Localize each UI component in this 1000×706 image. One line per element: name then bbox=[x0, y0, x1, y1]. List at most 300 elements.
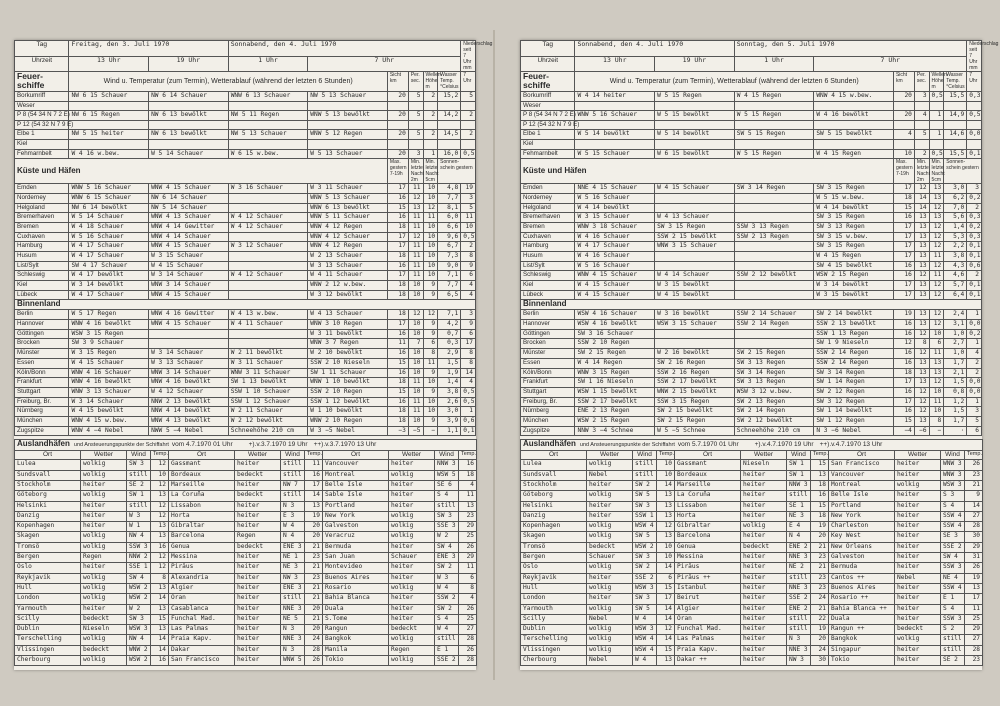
observation-cell: W 4 17 bewölkt bbox=[69, 271, 149, 281]
port-wind: SW 4 bbox=[435, 542, 459, 552]
binnen-row bbox=[15, 426, 476, 436]
port-temp: 19 bbox=[811, 522, 829, 532]
binnen-row bbox=[521, 416, 982, 426]
port-weather: wolkig bbox=[81, 583, 127, 593]
min-value: 12 bbox=[408, 310, 423, 320]
col-wetter-header: Wetter bbox=[741, 451, 787, 460]
port-name: Helsinki bbox=[15, 501, 81, 511]
port-name: Vancouver bbox=[323, 460, 389, 470]
min-value: 10 bbox=[408, 320, 423, 330]
ausland-row bbox=[15, 511, 477, 521]
observation-cell: NW 6 15 Schauer bbox=[69, 92, 149, 102]
observation-cell: W 5 −5 Schnee bbox=[655, 426, 735, 436]
min-value: 11 bbox=[408, 222, 423, 232]
observation-cell: W 4 14 Regen bbox=[575, 358, 655, 368]
port-wind: still bbox=[787, 491, 811, 501]
port-temp: 23 bbox=[965, 470, 983, 480]
ausland-row bbox=[15, 573, 477, 583]
observation-cell: W 4 16 Schauer bbox=[575, 232, 655, 242]
niederschlag-value: 2 bbox=[461, 111, 476, 121]
port-wind: SW 4 bbox=[941, 553, 965, 563]
observation-cell: W 4 13 w.bew. bbox=[228, 310, 308, 320]
observation-cell bbox=[228, 139, 308, 149]
min-value: 13 bbox=[914, 232, 929, 242]
sonne-value: 1,4 bbox=[944, 222, 967, 232]
observation-cell: SW 4 15 bewölkt bbox=[814, 261, 894, 271]
port-weather: heiter bbox=[741, 625, 787, 635]
observation-cell: WNW 4 13 Schauer bbox=[149, 213, 229, 223]
port-weather: wolkig bbox=[587, 460, 633, 470]
observation-cell: SSW 1 10 Schauer bbox=[228, 387, 308, 397]
port-weather: wolkig bbox=[389, 511, 435, 521]
port-weather: heiter bbox=[389, 573, 435, 583]
sonne-value: 4,2 bbox=[438, 320, 461, 330]
port-temp: 16 bbox=[151, 542, 169, 552]
port-weather: wolkig bbox=[81, 594, 127, 604]
port-name: Belle Isle bbox=[323, 480, 389, 490]
observation-cell: SW 3 15 Regen bbox=[814, 184, 894, 194]
observation-cell: SW 3 14 Regen bbox=[734, 368, 814, 378]
observation-cell: W 4 15 Regen bbox=[814, 251, 894, 261]
observation-cell: W 5 14 Schauer bbox=[149, 149, 229, 159]
max-value: 16 bbox=[387, 213, 408, 223]
port-name: Key West bbox=[829, 532, 895, 542]
niederschlag-value: 1 bbox=[461, 407, 476, 417]
port-temp: 14 bbox=[657, 635, 675, 645]
observation-cell: W 4 12 Schauer bbox=[228, 271, 308, 281]
kueste-header bbox=[15, 159, 476, 184]
port-temp: 13 bbox=[965, 583, 983, 593]
port-name: Oran bbox=[675, 614, 741, 624]
station-name: Cuxhaven bbox=[521, 232, 575, 242]
col-wind-header: Wind bbox=[787, 451, 811, 460]
port-weather: wolkig bbox=[587, 645, 633, 655]
station-name: Bremerhaven bbox=[521, 213, 575, 223]
min5-value: 12 bbox=[929, 320, 944, 330]
min5-value: 10 bbox=[423, 397, 438, 407]
port-wind: still bbox=[787, 625, 811, 635]
port-temp: 13 bbox=[657, 501, 675, 511]
min5-value: 9 bbox=[423, 329, 438, 339]
port-wind: NNE 3 bbox=[787, 645, 811, 655]
niederschlag-value: 0,0 bbox=[967, 378, 982, 388]
observation-cell: W 4 14 bewölkt bbox=[814, 203, 894, 213]
port-wind: still bbox=[941, 645, 965, 655]
binnen-row bbox=[15, 368, 476, 378]
port-temp: 27 bbox=[965, 635, 983, 645]
observation-cell: WSW 4 16 Schauer bbox=[575, 310, 655, 320]
col-wetter-header: Wetter bbox=[235, 451, 281, 460]
binnenland-heading: Binnenland bbox=[521, 300, 982, 310]
port-wind: W 1 bbox=[127, 522, 151, 532]
observation-cell: SW 3 15 Regen bbox=[814, 213, 894, 223]
observation-cell: W 5 17 Regen bbox=[69, 310, 149, 320]
port-wind: SSW 2 bbox=[435, 594, 459, 604]
port-weather: heiter bbox=[235, 645, 281, 655]
observation-cell bbox=[734, 339, 814, 349]
sonne-value: 4,6 bbox=[944, 271, 967, 281]
port-wind: NNW 3 bbox=[787, 480, 811, 490]
wassertemp-label: Wasser Temp. °Celsius bbox=[944, 72, 967, 92]
port-wind: SSW 4 bbox=[941, 583, 965, 593]
port-name: Bordeaux bbox=[169, 470, 235, 480]
port-temp: 21 bbox=[811, 542, 829, 552]
page-fold bbox=[493, 30, 495, 680]
port-temp: 13 bbox=[151, 604, 169, 614]
port-temp: 16 bbox=[811, 491, 829, 501]
niederschlag-value: 3 bbox=[461, 310, 476, 320]
port-wind: SE 2 bbox=[941, 655, 965, 665]
port-wind: still bbox=[633, 460, 657, 470]
observation-cell: SSW 2 10 Regen bbox=[308, 387, 388, 397]
port-name: Piräus bbox=[675, 563, 741, 573]
observation-cell: W 5 15 Schauer bbox=[575, 149, 655, 159]
port-weather: Nebel bbox=[587, 655, 633, 665]
min-value: 10 bbox=[408, 281, 423, 291]
port-name: Yarmouth bbox=[15, 604, 81, 614]
port-name: Buenos Aires bbox=[323, 573, 389, 583]
observation-cell: SW 3 15 Regen bbox=[814, 242, 894, 252]
station-name: Schleswig bbox=[15, 271, 69, 281]
feuerschiff-row bbox=[15, 149, 476, 159]
max-value: 18 bbox=[387, 281, 408, 291]
port-temp: 13 bbox=[657, 491, 675, 501]
port-name: Singapur bbox=[829, 645, 895, 655]
binnen-row bbox=[15, 320, 476, 330]
wassertemp-value bbox=[944, 101, 967, 111]
wassertemp-value: 15,5 bbox=[944, 92, 967, 102]
station-name: Norderney bbox=[15, 193, 69, 203]
sonne-value: 2,6 bbox=[438, 397, 461, 407]
port-wind: SW 3 bbox=[127, 614, 151, 624]
binnen-row bbox=[15, 358, 476, 368]
station-name: Fehmarnbelt bbox=[15, 149, 69, 159]
port-name: Buenos Aires bbox=[829, 583, 895, 593]
sonne-value: 7,7 bbox=[438, 281, 461, 291]
max-value: 16 bbox=[893, 271, 914, 281]
port-name: Piräus ++ bbox=[675, 573, 741, 583]
port-name: Hull bbox=[521, 583, 587, 593]
min5-value: 10 bbox=[929, 387, 944, 397]
observation-cell bbox=[575, 101, 655, 111]
max-value: 17 bbox=[893, 397, 914, 407]
periode-value: 4 bbox=[914, 111, 929, 121]
port-weather: wolkig bbox=[389, 532, 435, 542]
max-value: 17 bbox=[387, 320, 408, 330]
port-temp: 26 bbox=[305, 655, 323, 665]
kueste-row bbox=[521, 193, 982, 203]
observation-cell: WNW 3 7 Regen bbox=[308, 339, 388, 349]
port-wind: WSW 2 bbox=[127, 583, 151, 593]
min5-value: − bbox=[929, 426, 944, 436]
max-value: 18 bbox=[387, 378, 408, 388]
min5-value: 11 bbox=[929, 397, 944, 407]
port-weather: Regen bbox=[389, 645, 435, 655]
port-wind: W 2 bbox=[435, 532, 459, 542]
port-weather: heiter bbox=[235, 655, 281, 665]
wellenhoehe-label: Wellen-Höhe m bbox=[929, 72, 944, 92]
port-temp: 13 bbox=[459, 501, 477, 511]
min-value: −6 bbox=[914, 426, 929, 436]
sonne-value: 1,0 bbox=[944, 329, 967, 339]
min5-value: 12 bbox=[929, 232, 944, 242]
port-wind: W 4 bbox=[281, 522, 305, 532]
port-temp: 11 bbox=[305, 460, 323, 470]
observation-cell: WNW 3 14 Schauer bbox=[149, 281, 229, 291]
observation-cell: W 3 11 bewölkt bbox=[308, 329, 388, 339]
min-value: 7 bbox=[408, 339, 423, 349]
observation-cell: WNW 5 11 Schauer bbox=[308, 213, 388, 223]
port-temp: 26 bbox=[459, 645, 477, 655]
min-value: 13 bbox=[914, 251, 929, 261]
periode-value bbox=[408, 120, 423, 130]
observation-cell bbox=[734, 139, 814, 149]
observation-cell: SW 3 13 Regen bbox=[734, 378, 814, 388]
port-name: Duala bbox=[323, 604, 389, 614]
wassertemp-value bbox=[438, 139, 461, 149]
observation-cell: NW 6 14 Schauer bbox=[149, 92, 229, 102]
observation-cell: SSW 2 10 Nieseln bbox=[308, 358, 388, 368]
observation-cell: WNW 6 15 Schauer bbox=[69, 193, 149, 203]
max-value: 15 bbox=[387, 387, 408, 397]
ausland-date-end: ++).v.3.7.1970 13 Uhr bbox=[313, 441, 377, 449]
port-temp: 28 bbox=[965, 522, 983, 532]
port-name: Messina bbox=[169, 553, 235, 563]
min5-value: 12 bbox=[929, 261, 944, 271]
observation-cell: SSW 2 16 Regen bbox=[655, 368, 735, 378]
max-value: 16 bbox=[893, 349, 914, 359]
port-wind: still bbox=[435, 501, 459, 511]
min-value: 10 bbox=[408, 387, 423, 397]
min5-value: 13 bbox=[929, 193, 944, 203]
port-weather: heiter bbox=[741, 583, 787, 593]
port-wind: NE 4 bbox=[941, 573, 965, 583]
station-name: Hannover bbox=[521, 320, 575, 330]
port-name: New York bbox=[323, 511, 389, 521]
port-temp: 28 bbox=[965, 645, 983, 655]
min5-value: 11 bbox=[929, 349, 944, 359]
niederschlag-value: 6 bbox=[461, 329, 476, 339]
port-wind: SW 5 bbox=[633, 604, 657, 614]
port-wind: NE 3 bbox=[787, 511, 811, 521]
port-name: Algier bbox=[169, 583, 235, 593]
port-name: Praia Kapv. bbox=[675, 645, 741, 655]
port-weather: heiter bbox=[895, 604, 941, 614]
observation-cell: W 5 16 Schauer bbox=[575, 193, 655, 203]
niederschlag-value: 4 bbox=[461, 290, 476, 300]
niederschlag-value: 0,1 bbox=[967, 281, 982, 291]
port-temp: 10 bbox=[657, 470, 675, 480]
ausland-title-row bbox=[521, 440, 983, 451]
port-temp: 21 bbox=[305, 563, 323, 573]
niederschlag-value: 0,0 bbox=[967, 130, 982, 140]
port-wind: NNW 3 bbox=[435, 460, 459, 470]
port-temp: 28 bbox=[305, 645, 323, 655]
port-weather: heiter bbox=[741, 614, 787, 624]
port-temp: 13 bbox=[305, 501, 323, 511]
port-name: Portland bbox=[829, 501, 895, 511]
port-weather: heiter bbox=[235, 480, 281, 490]
max-value: 18 bbox=[387, 290, 408, 300]
auslandhaefen-table bbox=[14, 439, 477, 666]
port-name: Las Palmas bbox=[675, 635, 741, 645]
port-temp: 29 bbox=[459, 553, 477, 563]
station-name: Münster bbox=[15, 349, 69, 359]
station-name: Nürnberg bbox=[521, 407, 575, 417]
port-weather: heiter bbox=[895, 511, 941, 521]
station-name: P 8 (54 34 N 7 2 E) bbox=[15, 111, 69, 121]
port-temp: 25 bbox=[459, 614, 477, 624]
port-name: Terschelling bbox=[15, 635, 81, 645]
port-temp: 23 bbox=[811, 583, 829, 593]
col-ort-header: Ort bbox=[15, 451, 81, 460]
port-name: Hull bbox=[15, 583, 81, 593]
hoehe-value bbox=[423, 120, 438, 130]
sonne-value: 5,6 bbox=[944, 213, 967, 223]
niederschlag-value: 0,1 bbox=[967, 290, 982, 300]
binnen-row bbox=[521, 397, 982, 407]
observation-cell bbox=[655, 329, 735, 339]
port-temp: 12 bbox=[151, 553, 169, 563]
ausland-row bbox=[15, 553, 477, 563]
observation-cell: SSW 1 12 Schauer bbox=[228, 397, 308, 407]
min-value: 13 bbox=[914, 416, 929, 426]
station-name: Lübeck bbox=[15, 290, 69, 300]
port-weather: heiter bbox=[587, 511, 633, 521]
port-weather: heiter bbox=[81, 480, 127, 490]
feuerschiffe-heading: Feuer-schiffe bbox=[15, 72, 69, 92]
ausland-row bbox=[521, 573, 983, 583]
ausland-row bbox=[521, 532, 983, 542]
observation-cell: SSW 2 17 bewölkt bbox=[655, 378, 735, 388]
port-weather: wolkig bbox=[587, 625, 633, 635]
observation-cell: Schneehöhe 210 cm bbox=[228, 426, 308, 436]
ausland-row bbox=[521, 522, 983, 532]
port-name: New Orleans bbox=[829, 542, 895, 552]
port-weather: heiter bbox=[895, 532, 941, 542]
station-name: Berlin bbox=[521, 310, 575, 320]
port-name: Sundsvall bbox=[521, 470, 587, 480]
port-name: Alexandria bbox=[169, 573, 235, 583]
observation-cell: W 6 15 w.bew. bbox=[228, 149, 308, 159]
niederschlag-value: 4 bbox=[461, 378, 476, 388]
port-temp: 28 bbox=[459, 635, 477, 645]
observation-cell: SSW 2 13 bewölkt bbox=[814, 320, 894, 330]
port-name: S.Tome bbox=[323, 614, 389, 624]
time-label: 1 Uhr bbox=[228, 56, 308, 72]
observation-cell: WSW 3 15 Schauer bbox=[655, 320, 735, 330]
port-weather: bedeckt bbox=[895, 625, 941, 635]
observation-cell: WSW 3 15 Regen bbox=[69, 329, 149, 339]
observation-cell bbox=[655, 261, 735, 271]
port-weather: heiter bbox=[895, 614, 941, 624]
port-name: Bangkok bbox=[829, 635, 895, 645]
port-wind: NNE 3 bbox=[787, 553, 811, 563]
port-name: Gassmant bbox=[169, 460, 235, 470]
sonne-value: 3,0 bbox=[438, 407, 461, 417]
min-value: 13 bbox=[914, 310, 929, 320]
feuerschiff-row bbox=[521, 92, 982, 102]
binnen-row bbox=[521, 339, 982, 349]
station-name: Bremen bbox=[15, 222, 69, 232]
binnen-row bbox=[521, 426, 982, 436]
niederschlag-value bbox=[461, 139, 476, 149]
niederschlag-value: 0,3 bbox=[967, 213, 982, 223]
col-ort-header: Ort bbox=[323, 451, 389, 460]
station-name: Freiburg, Br. bbox=[15, 397, 69, 407]
observation-cell: W 3 15 Schauer bbox=[575, 213, 655, 223]
observation-cell: NNW 4 14 bewölkt bbox=[149, 407, 229, 417]
min5-value: 11 bbox=[929, 271, 944, 281]
observation-cell bbox=[228, 193, 308, 203]
sicht-value: 10 bbox=[893, 149, 914, 159]
min5-value: 6 bbox=[929, 339, 944, 349]
niederschlag-value: 0,6 bbox=[967, 261, 982, 271]
ausland-row bbox=[521, 645, 983, 655]
port-weather: Nebel bbox=[895, 573, 941, 583]
port-name: Funchal Mad. bbox=[169, 614, 235, 624]
station-name: Emden bbox=[15, 184, 69, 194]
port-wind: WNW 5 bbox=[281, 655, 305, 665]
port-temp: 18 bbox=[459, 470, 477, 480]
observation-cell: W 2 11 Schauer bbox=[228, 407, 308, 417]
min-value: 13 bbox=[408, 203, 423, 213]
min5-value: 12 bbox=[929, 203, 944, 213]
port-name: Cherbourg bbox=[15, 655, 81, 665]
min-value: 13 bbox=[914, 261, 929, 271]
port-wind: WSW 4 bbox=[633, 635, 657, 645]
observation-cell: W 4 14 heiter bbox=[575, 92, 655, 102]
max-value: 16 bbox=[387, 368, 408, 378]
observation-cell: NW 5 13 Schauer bbox=[308, 92, 388, 102]
observation-cell: W 3 15 bewölkt bbox=[814, 290, 894, 300]
station-name: P 8 (54 34 N 7 2 E) bbox=[521, 111, 575, 121]
port-name: Gibraltar bbox=[675, 522, 741, 532]
port-name: Algier bbox=[675, 604, 741, 614]
niederschlag-value: 2 bbox=[461, 242, 476, 252]
port-weather: heiter bbox=[235, 522, 281, 532]
port-wind: still bbox=[633, 470, 657, 480]
port-name: Duala bbox=[829, 614, 895, 624]
min5-value: 8 bbox=[929, 416, 944, 426]
port-name: Cantos ++ bbox=[829, 573, 895, 583]
port-temp: 13 bbox=[657, 532, 675, 542]
observation-cell bbox=[734, 290, 814, 300]
port-wind: W 4 bbox=[435, 583, 459, 593]
port-wind: WSW 3 bbox=[941, 480, 965, 490]
station-name: Fehmarnbelt bbox=[521, 149, 575, 159]
binnenland-heading: Binnenland bbox=[15, 300, 476, 310]
sonne-value: 5,3 bbox=[944, 232, 967, 242]
port-wind: SSE 3 bbox=[435, 522, 459, 532]
ausland-row bbox=[521, 491, 983, 501]
col-wind-header: Wind bbox=[127, 451, 151, 460]
min-value: 12 bbox=[408, 193, 423, 203]
niederschlag-value: 5 bbox=[461, 203, 476, 213]
min5-value: 12 bbox=[423, 203, 438, 213]
port-name: Dublin bbox=[15, 625, 81, 635]
kueste-row bbox=[521, 232, 982, 242]
max-value: 17 bbox=[893, 242, 914, 252]
port-wind: WNW 3 bbox=[941, 470, 965, 480]
wassertemp-value: 14,2 bbox=[438, 111, 461, 121]
observation-cell: SW 2 12 bewölkt bbox=[734, 416, 814, 426]
port-name: Praia Kapv. bbox=[169, 635, 235, 645]
observation-cell: WNW 5 13 Schauer bbox=[308, 193, 388, 203]
observation-cell bbox=[228, 120, 308, 130]
niederschlag-value: 9 bbox=[461, 261, 476, 271]
port-weather: heiter bbox=[389, 542, 435, 552]
